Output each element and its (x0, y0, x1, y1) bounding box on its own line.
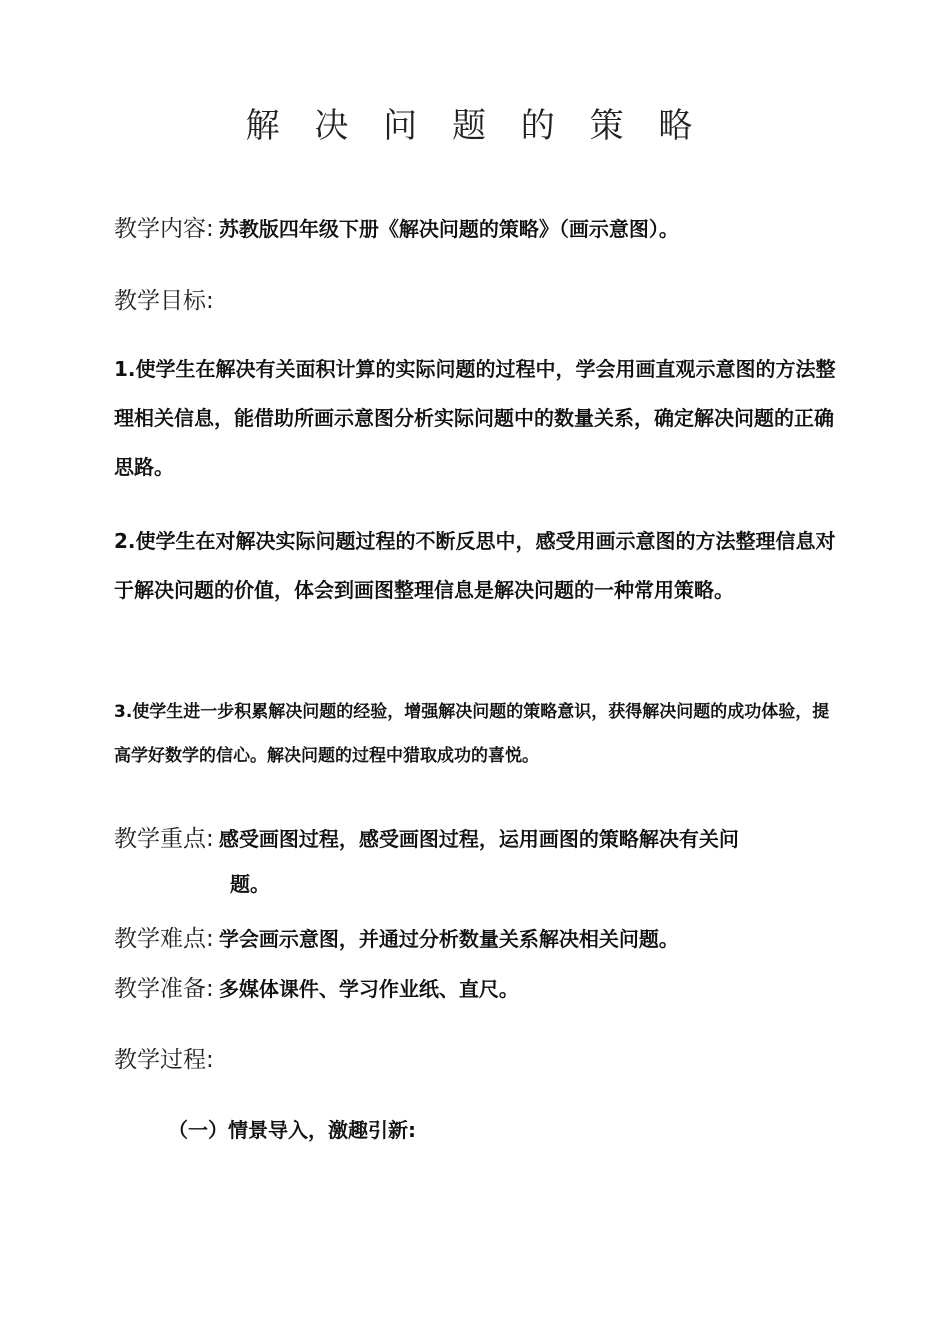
difficulties-row (114, 920, 840, 953)
objective-1: 1.使学生在解决有关面积计算的实际问题的过程中，学会用画直观示意图的方法整理相关信息，能借助所画示意图分析实际问题中的数量关系，确定解决问题的正确思路。 (114, 357, 836, 479)
objective-3: 3.使学生进一步积累解决问题的经验，增强解决问题的策略意识，获得解决问题的成功体验，提高学好数学的信心。解决问题的过程中猎取成功的喜悦。 (114, 702, 830, 766)
preparation-label: 教学准备: (114, 976, 214, 1002)
section-1-heading: （一）情景导入，激趣引新: (168, 1118, 416, 1142)
preparation-row (114, 970, 840, 1003)
objective-2: 2.使学生在对解决实际问题过程的不断反思中，感受用画示意图的方法整理信息对于解决问题的价值，体会到画图整理信息是解决问题的一种常用策略。 (114, 529, 836, 602)
key-points-value: 感受画图过程，感受画图过程，运用画图的策略解决有关问 (218, 827, 739, 851)
objectives-label: 教学目标: (114, 288, 214, 314)
key-points-row (114, 820, 840, 853)
difficulties-label: 教学难点: (114, 926, 214, 952)
key-points-continuation: 题。 (230, 872, 270, 896)
key-points-label: 教学重点: (114, 826, 214, 852)
difficulties-value: 学会画示意图，并通过分析数量关系解决相关问题。 (218, 927, 679, 951)
preparation-value: 多媒体课件、学习作业纸、直尺。 (218, 977, 519, 1001)
teaching-content-value: 苏教版四年级下册《解决问题的策略》（画示意图）。 (218, 217, 679, 241)
objectives-heading-row (114, 282, 840, 315)
teaching-content-row (114, 210, 840, 243)
process-label: 教学过程: (114, 1047, 214, 1073)
process-heading-row (114, 1041, 840, 1074)
teaching-content-label: 教学内容: (114, 216, 214, 242)
document-title: 解 决 问 题 的 策 略 (245, 106, 705, 146)
